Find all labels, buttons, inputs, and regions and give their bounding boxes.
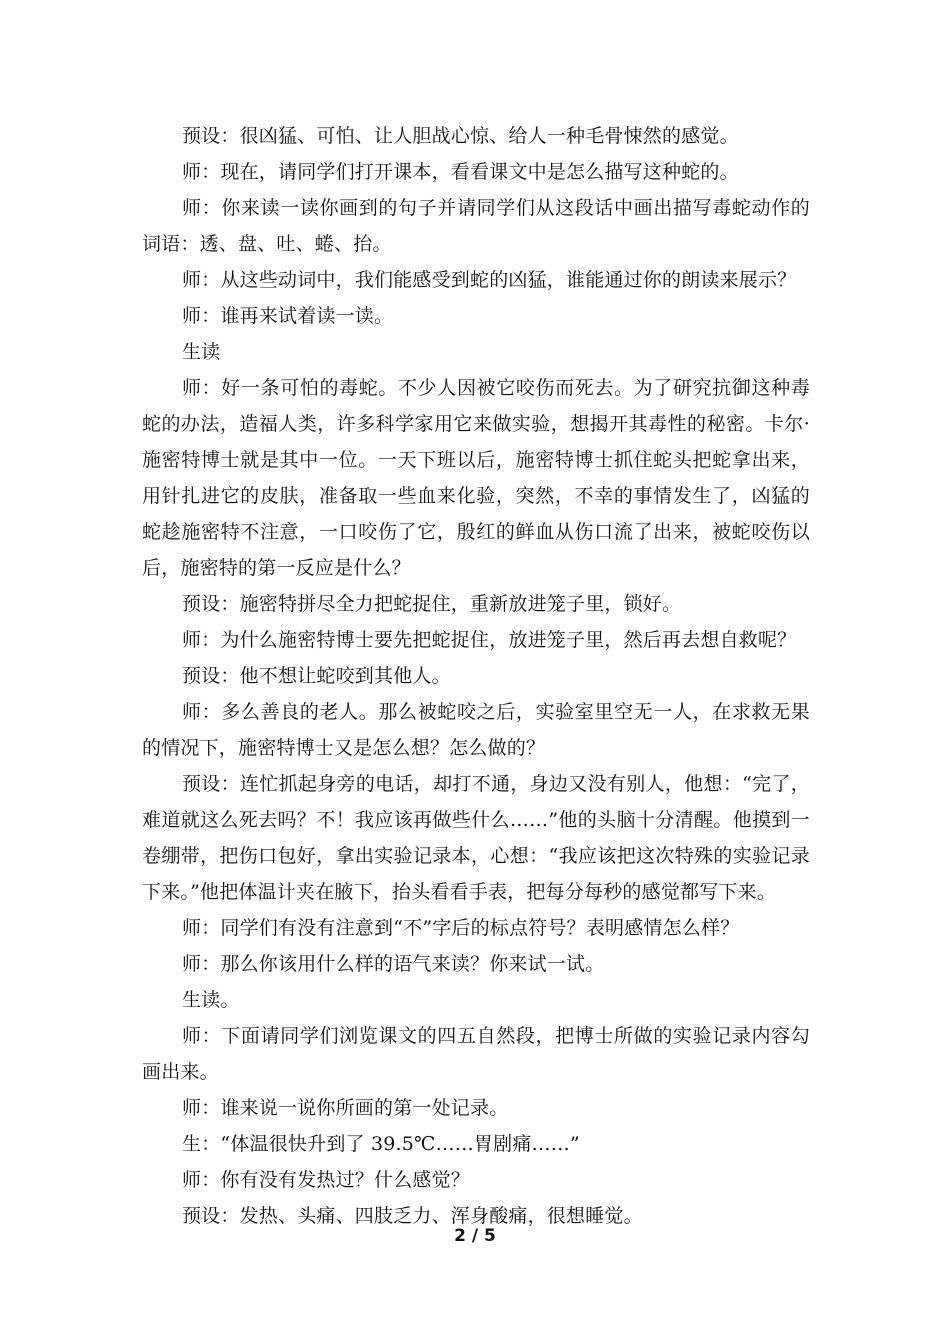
document-body <box>142 118 810 1234</box>
paragraph: 师：多么善良的老人。那么被蛇咬之后，实验室里空无一人，在求救无果的情况下，施密特博士又是怎么想？怎么做的？ <box>142 701 810 759</box>
paragraph: 师：从这些动词中，我们能感受到蛇的凶猛，谁能通过你的朗读来展示？ <box>182 269 797 291</box>
paragraph: 预设：连忙抓起身旁的电话，却打不通，身边又没有别人，他想：“完了，难道就这么死去吗？不！我应该再做些什么……”他的头脑十分清醒。他摸到一卷绷带，把伤口包好，拿出实验记录本，心想：“我应该把这次特殊的实验记录下来。”他把体温计夹在腋下，抬头看看手表，把每分每秒的感觉都写下来。 <box>142 773 810 903</box>
paragraph: 师：下面请同学们浏览课文的四五自然段，把博士所做的实验记录内容勾画出来。 <box>142 1025 810 1083</box>
paragraph: 生：“体温很快升到了 39.5℃……胃剧痛……” <box>182 1133 580 1155</box>
paragraph: 生读 <box>182 341 221 363</box>
paragraph: 师：谁来说一说你所画的第一处记录。 <box>182 1097 509 1119</box>
paragraph: 生读。 <box>182 989 240 1011</box>
paragraph: 师：你有没有发热过？什么感觉？ <box>182 1169 471 1191</box>
paragraph: 师：那么你该用什么样的语气来读？你来试一试。 <box>182 953 605 975</box>
paragraph: 师：同学们有没有注意到“不”字后的标点符号？表明感情怎么样？ <box>182 917 740 939</box>
paragraph: 师：好一条可怕的毒蛇。不少人因被它咬伤而死去。为了研究抗御这种毒蛇的办法，造福人类，许多科学家用它来做实验，想揭开其毒性的秘密。卡尔·施密特博士就是其中一位。一天下班以后，施密特博士抓住蛇头把蛇拿出来，用针扎进它的皮肤，准备取一些血来化验，突然，不幸的事情发生了，凶猛的蛇趁施密特不注意，一口咬伤了它，殷红的鲜血从伤口流了出来，被蛇咬伤以后，施密特的第一反应是什么？ <box>142 377 810 579</box>
paragraph: 预设：很凶猛、可怕、让人胆战心惊、给人一种毛骨悚然的感觉。 <box>182 125 739 147</box>
paragraph: 预设：施密特拼尽全力把蛇捉住，重新放进笼子里，锁好。 <box>182 593 682 615</box>
paragraph: 预设：发热、头痛、四肢乏力、浑身酸痛，很想睡觉。 <box>182 1205 643 1227</box>
paragraph: 预设：他不想让蛇咬到其他人。 <box>182 665 451 687</box>
paragraph: 师：你来读一读你画到的句子并请同学们从这段话中画出描写毒蛇动作的词语：透、盘、吐、蜷、抬。 <box>142 197 810 255</box>
page-number: 2 / 5 <box>454 1226 496 1246</box>
paragraph: 师：为什么施密特博士要先把蛇捉住，放进笼子里，然后再去想自救呢？ <box>182 629 797 651</box>
paragraph: 师：谁再来试着读一读。 <box>182 305 394 327</box>
paragraph: 师：现在，请同学们打开课本，看看课文中是怎么描写这种蛇的。 <box>182 161 739 183</box>
